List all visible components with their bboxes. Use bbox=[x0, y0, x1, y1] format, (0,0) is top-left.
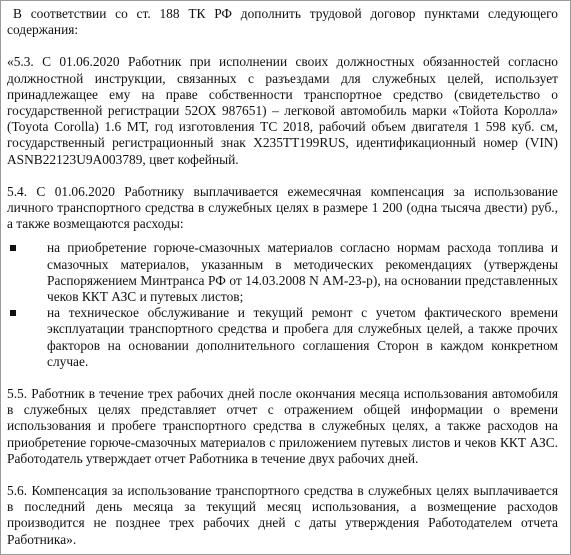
clause-5-3: «5.3. С 01.06.2020 Работник при исполнении своих должностных обязанностей согласно должностной инструкции, связанных с разъездами для служебных целей, использует принадлежащее ему на праве собственности транспортное средство (свидетельство о государственной регистрации 52ОХ 987651) – легковой автомобиль марки «Тойота Королла» (Toyota Corolla) 1.6 МТ, год изготовления ТС 2018, рабочий объем двигателя 1 598 куб. см, государственный регистрационный знак Х235ТТ199RUS, идентификационный номер (VIN) ASNB22123U9A003789, цвет кофейный. bbox=[7, 54, 558, 167]
expense-list bbox=[7, 240, 558, 370]
clause-5-6: 5.6. Компенсация за использование транспортного средства в служебных целях выплачивается в последний день месяца за текущий месяц использования, а возмещение расходов производится не позднее трех рабочих дней с даты утверждения Работодателем отчета Работника». bbox=[7, 483, 558, 547]
document-body bbox=[7, 6, 558, 548]
clause-5-5: 5.5. Работник в течение трех рабочих дней после окончания месяца использования автомобиля в служебных целях представляет отчет с отражением общей информации о времени использования и пробеге транспортного средства в служебных целях, а также расходов на приобретение горюче-смазочных материалов с приложением путевых листов и чеков ККТ АЗС. Работодатель утверждает отчет Работника в течение двух рабочих дней. bbox=[7, 386, 558, 466]
clause-5-4: 5.4. С 01.06.2020 Работнику выплачивается ежемесячная компенсация за использование личного транспортного средства в служебных целях в размере 1 200 (одна тысяча двести) руб., а также возмещаются расходы: bbox=[7, 183, 558, 232]
list-item-text: на приобретение горюче-смазочных материалов согласно нормам расхода топлива и смазочных материалов, указанным в методических рекомендациях (утверждены Распоряжением Минтранса РФ от 14.03.2008 N АМ-23-р), на основании представленных чеков ККТ АЗС и путевых листов; bbox=[47, 240, 558, 305]
list-item bbox=[7, 305, 558, 370]
list-item-text: на техническое обслуживание и текущий ремонт с учетом фактического времени эксплуатации транспортного средства и пробега для служебных целей, а также прочих факторов на основании дополнительного соглашения Сторон в каждом конкретном случае. bbox=[47, 305, 558, 369]
bullet-icon bbox=[10, 310, 16, 316]
intro-paragraph: В соответствии со ст. 188 ТК РФ дополнить трудовой договор пунктами следующего содержания: bbox=[7, 6, 558, 38]
bullet-icon bbox=[10, 245, 16, 251]
list-item bbox=[7, 240, 558, 305]
